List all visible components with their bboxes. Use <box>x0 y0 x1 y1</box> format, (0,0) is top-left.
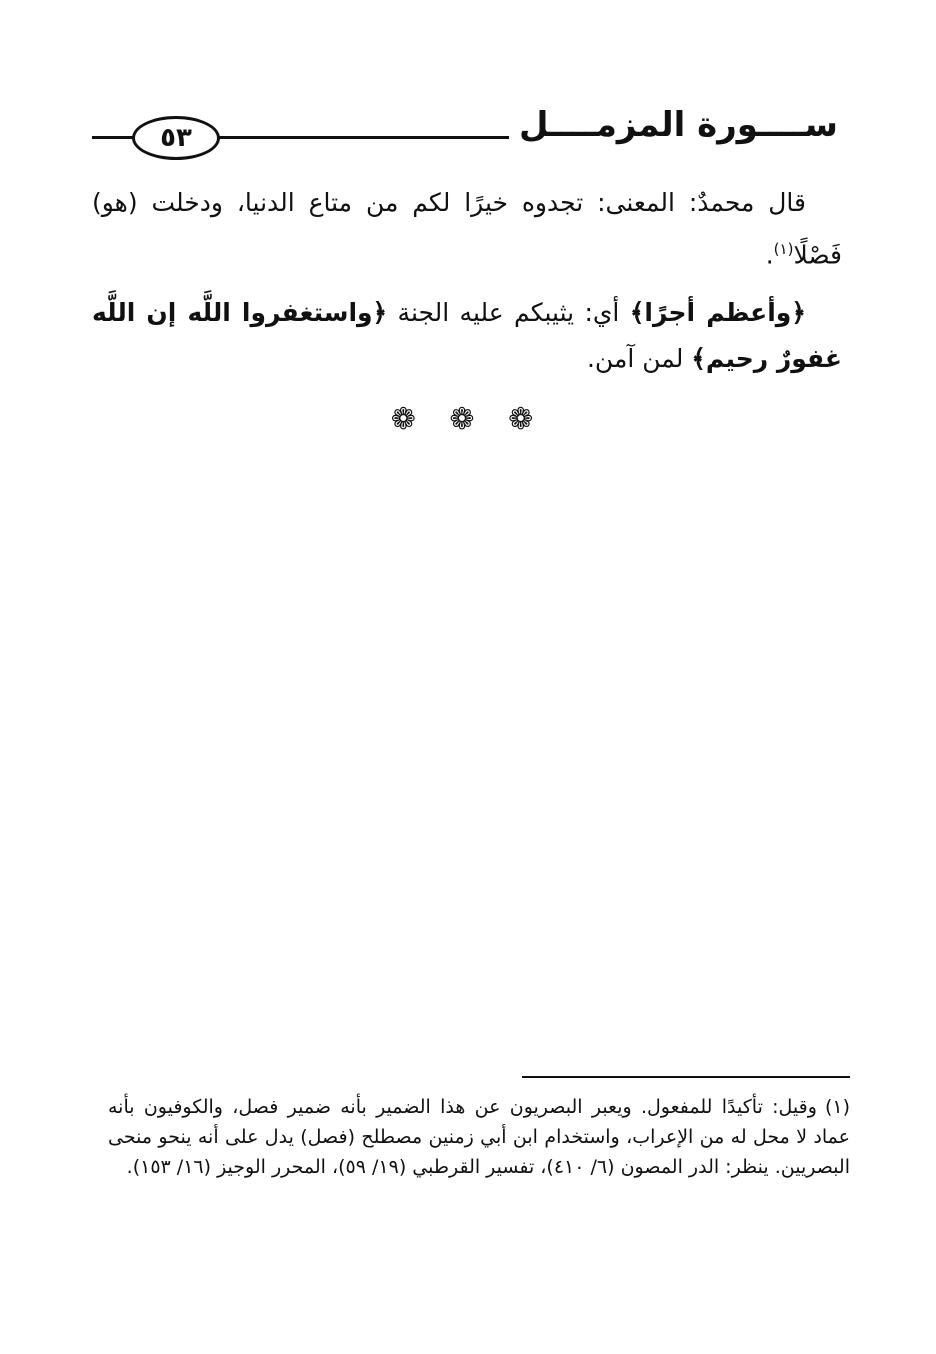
paragraph-1-text: قال محمدٌ: المعنى: تجدوه خيرًا لكم من متاع الدنيا، ودخلت (هو) فَصْلًا <box>92 188 842 270</box>
page-header <box>92 100 842 170</box>
quran-quote-1: ﴿وأعظم أجرًا﴾ <box>629 298 806 328</box>
main-text <box>92 180 842 394</box>
paragraph-2-end: لمن آمن. <box>586 344 692 374</box>
footnote-1 <box>108 1092 850 1182</box>
surah-title: ســــورة المزمــــل <box>509 102 842 148</box>
paragraph-2-middle: أي: يثيبكم عليه الجنة <box>387 298 630 328</box>
footnote-rule <box>522 1076 850 1078</box>
footnotes <box>108 1092 850 1182</box>
quran-quote-2: ﴿واستغفروا اللَّه إن اللَّه غفورٌ رحيم﴾ <box>92 298 842 374</box>
page-number: ٥٣ <box>132 116 220 160</box>
section-separator: ❁ ❁ ❁ <box>390 402 546 437</box>
footnote-ref-1[interactable]: (١) <box>773 240 794 258</box>
paragraph-1-end: . <box>765 240 774 270</box>
footnote-1-text: وقيل: تأكيدًا للمفعول. ويعبر البصريون عن هذا الضمير بأنه ضمير فصل، والكوفيون بأنه عماد لا محل له من الإعراب، واستخدام ابن أبي زمنين مصطلح (فصل) يدل على أنه ينحو منحى البصريين. ينظر: الدر المصون (٦/ ٤١٠)، تفسير القرطبي (١٩/ ٥٩)، المحرر الوجيز (١٦/ ١٥٣). <box>108 1096 850 1178</box>
paragraph-2 <box>92 290 842 382</box>
paragraph-1 <box>92 180 842 278</box>
footnote-1-number: (١) <box>824 1096 850 1118</box>
